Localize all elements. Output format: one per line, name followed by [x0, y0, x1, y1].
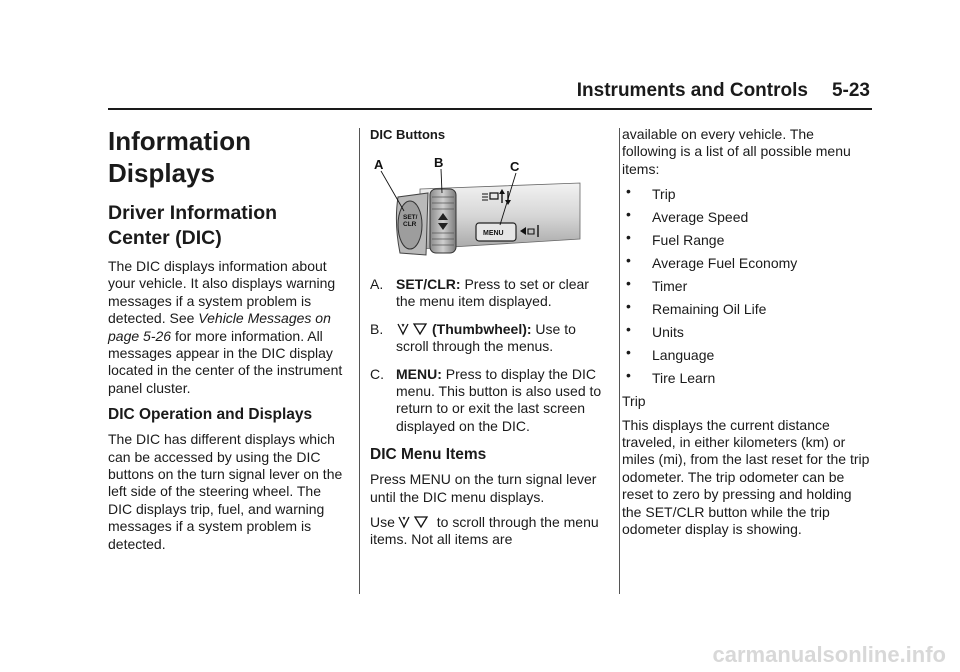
callout-a: A	[374, 157, 384, 172]
def-key-a: A.	[370, 276, 384, 292]
callout-c: C	[510, 159, 520, 174]
setclr-label-2: CLR	[403, 221, 417, 228]
def-key-c: C.	[370, 365, 384, 382]
column-divider-2	[619, 128, 620, 594]
setclr-label-1: SET/	[403, 214, 418, 221]
bullet-icon: •	[626, 344, 631, 361]
section-heading-line1: Driver Information	[108, 202, 278, 224]
figure-caption: DIC Buttons	[370, 127, 446, 142]
menu-list-item	[622, 252, 872, 272]
menu-items-list	[622, 183, 872, 387]
intro-text-a: The DIC displays information about your vehicle. It also displays warning messages if a system problem is detected. See	[108, 258, 336, 327]
menu-list-item	[622, 344, 872, 364]
menu-list-item-label: Remaining Oil Life	[652, 301, 767, 318]
intro-paragraph	[108, 258, 348, 397]
watermark: carmanualsonline.info	[712, 642, 946, 667]
page-title: Information Displays	[108, 126, 251, 188]
column-3	[622, 126, 872, 546]
menu-list-item	[622, 206, 872, 226]
menu-list-item-label: Tire Learn	[652, 370, 716, 387]
bullet-icon: •	[626, 252, 631, 269]
def-desc-b: Use to scroll through the menus.	[396, 320, 576, 355]
menu-list-item-label: Timer	[652, 278, 688, 295]
section-heading-line2: Center (DIC)	[108, 227, 222, 249]
bullet-icon: •	[626, 321, 631, 338]
trip-paragraph: This displays the current distance traveled, in either kilometers (km) or miles (mi), from the last reset for the trip odometer. The trip odometer can be reset to zero by pressing and holding the SET/CLR button while the trip odometer display is showing.	[622, 416, 870, 538]
menu-items-heading: DIC Menu Items	[370, 446, 487, 464]
menu-list-item-label: Units	[652, 324, 684, 341]
def-label-c: MENU:	[396, 365, 442, 382]
menu-list-item	[622, 298, 872, 318]
column-divider-1	[359, 128, 360, 594]
bullet-icon: •	[626, 275, 631, 292]
scroll-up-down-icon	[397, 514, 431, 530]
thumbwheel-up-down-icon	[396, 321, 430, 337]
bullet-icon: •	[626, 183, 631, 200]
intro-text-b: for more information. All messages appear in the DIC display located in the center of the instrument panel cluster.	[108, 327, 343, 396]
bullet-icon: •	[626, 367, 631, 384]
menu-btn-label: MENU	[483, 230, 504, 237]
menu-list-item-label: Average Speed	[652, 209, 749, 226]
def-text-a	[396, 276, 610, 311]
def-text-c	[396, 366, 610, 436]
page-header	[560, 80, 870, 102]
bullet-icon: •	[626, 298, 631, 315]
menu-list-item-label: Language	[652, 347, 715, 364]
menu-items-intro: available on every vehicle. The following is a list of all possible menu items:	[622, 126, 851, 177]
callout-b: B	[434, 155, 444, 170]
menu-list-item	[622, 183, 872, 203]
menu-list-item	[622, 229, 872, 249]
def-item-c	[370, 366, 610, 436]
section-title: Instruments and Controls	[576, 80, 808, 101]
def-text-b	[396, 321, 610, 356]
section-heading	[108, 201, 348, 251]
menu-body-text: to scroll through the menu items. Not all items are	[370, 514, 599, 548]
header-rule	[108, 108, 872, 110]
menu-paragraph-2	[370, 514, 610, 549]
dic-buttons-figure	[370, 153, 590, 261]
ops-heading: DIC Operation and Displays	[108, 406, 313, 424]
menu-list-item-label: Trip	[652, 186, 676, 203]
def-desc-c: Press to display the DIC menu. This button is also used to return to or exit the last screen displayed on the DIC.	[396, 365, 602, 434]
page-number: 5-23	[831, 80, 870, 101]
bullet-icon: •	[626, 206, 631, 223]
menu-paragraph-1: Press MENU on the turn signal lever until the DIC menu displays.	[370, 471, 597, 505]
menu-list-item	[622, 321, 872, 341]
menu-list-item-label: Fuel Range	[652, 232, 725, 249]
menu-list-item	[622, 367, 872, 387]
column-1	[108, 125, 348, 561]
def-item-a	[370, 276, 610, 311]
def-label-a: SET/CLR:	[396, 276, 461, 292]
trip-heading: Trip	[622, 393, 646, 410]
def-key-b: B.	[370, 320, 384, 337]
def-item-b	[370, 321, 610, 356]
def-desc-a: Press to set or clear the menu item displayed.	[396, 276, 589, 310]
vehicle-messages-link[interactable]: Vehicle Messages on page 5-26	[108, 310, 331, 344]
menu-use-text: Use	[370, 514, 395, 531]
bullet-icon: •	[626, 229, 631, 246]
ops-paragraph: The DIC has different displays which can be accessed by using the DIC buttons on the turn signal lever on the left side of the steering wheel. The DIC displays trip, fuel, and warning messages if a system problem is detected.	[108, 431, 343, 552]
column-2	[370, 126, 610, 557]
def-label-b: (Thumbwheel):	[432, 320, 532, 337]
menu-list-item	[622, 275, 872, 295]
menu-list-item-label: Average Fuel Economy	[652, 255, 798, 272]
